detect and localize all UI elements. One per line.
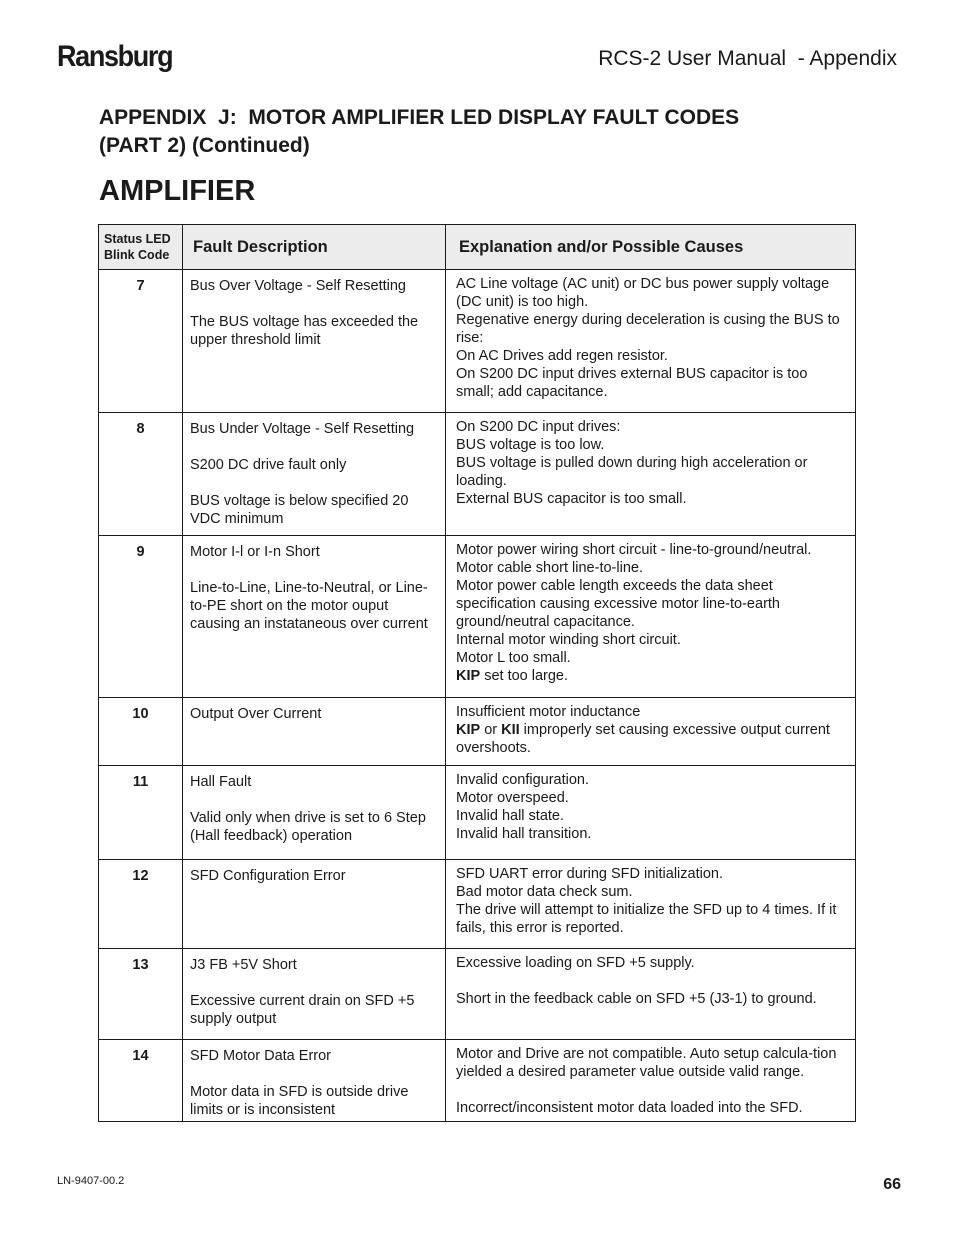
header-blink-code bbox=[99, 225, 183, 270]
fault-description bbox=[183, 766, 446, 860]
fault-description bbox=[183, 698, 446, 766]
blink-code: 10 bbox=[99, 698, 183, 766]
fault-explanation bbox=[446, 766, 856, 860]
explanation-line: Short in the feedback cable on SFD +5 (J3-1) to ground. bbox=[456, 991, 817, 1007]
ransburg-logo: Ransburg bbox=[57, 40, 173, 73]
explanation-line: SFD UART error during SFD initialization. bbox=[456, 866, 723, 882]
appendix-title-line-2: (PART 2) (Continued) bbox=[99, 134, 310, 157]
header-blink-code-line-2: Blink Code bbox=[104, 248, 170, 262]
explanation-line: Invalid hall state. bbox=[456, 808, 565, 824]
fault-description bbox=[183, 949, 446, 1040]
table-row bbox=[99, 536, 856, 698]
table-row bbox=[99, 698, 856, 766]
description-line: S200 DC drive fault only bbox=[190, 457, 347, 473]
explanation-line: Motor power wiring short circuit - line-to-ground/neutral. bbox=[456, 542, 812, 558]
explanation-line: BUS voltage is pulled down during high acceleration or loading. bbox=[456, 455, 808, 489]
explanation-line: The drive will attempt to initialize the SFD up to 4 times. If it fails, this error is reported. bbox=[456, 902, 837, 936]
explanation-line: External BUS capacitor is too small. bbox=[456, 491, 687, 507]
header-blink-code-line-1: Status LED bbox=[104, 232, 171, 246]
description-line: J3 FB +5V Short bbox=[190, 957, 297, 973]
table-row bbox=[99, 766, 856, 860]
fault-codes-table bbox=[98, 224, 856, 1122]
explanation-line bbox=[456, 721, 847, 757]
kip-label: KIP bbox=[456, 722, 481, 738]
table-row bbox=[99, 860, 856, 949]
table-header-row bbox=[99, 225, 856, 270]
explanation-line: Motor and Drive are not compatible. Auto setup calcula-tion yielded a desired parameter value outside valid range. bbox=[456, 1046, 837, 1080]
explanation-line: Invalid hall transition. bbox=[456, 826, 592, 842]
description-line: Motor I-l or I-n Short bbox=[190, 544, 320, 560]
table-row bbox=[99, 413, 856, 536]
description-line: SFD Configuration Error bbox=[190, 868, 346, 884]
document-number: LN-9407-00.2 bbox=[57, 1175, 125, 1187]
explanation-line: BUS voltage is too low. bbox=[456, 437, 605, 453]
description-line: Line-to-Line, Line-to-Neutral, or Line-to-PE short on the motor ouput causing an instataneous over current bbox=[190, 580, 428, 632]
fault-description bbox=[183, 413, 446, 536]
description-line: SFD Motor Data Error bbox=[190, 1048, 331, 1064]
description-line: Output Over Current bbox=[190, 706, 322, 722]
appendix-title-line-1: APPENDIX J: MOTOR AMPLIFIER LED DISPLAY FAULT CODES bbox=[99, 106, 740, 129]
fault-explanation bbox=[446, 1040, 856, 1122]
explanation-line: AC Line voltage (AC unit) or DC bus power supply voltage (DC unit) is too high. bbox=[456, 276, 830, 310]
description-line: Valid only when drive is set to 6 Step (Hall feedback) operation bbox=[190, 810, 426, 844]
description-line: Bus Under Voltage - Self Resetting bbox=[190, 421, 415, 437]
kii-label: KII bbox=[501, 722, 520, 738]
blink-code: 8 bbox=[99, 413, 183, 536]
description-line: Hall Fault bbox=[190, 774, 252, 790]
section-title: AMPLIFIER bbox=[99, 175, 256, 207]
description-line: Motor data in SFD is outside drive limits or is inconsistent bbox=[190, 1084, 409, 1118]
blink-code: 13 bbox=[99, 949, 183, 1040]
description-line: The BUS voltage has exceeded the upper threshold limit bbox=[190, 314, 419, 348]
fault-explanation bbox=[446, 949, 856, 1040]
explanation-line: Insufficient motor inductance bbox=[456, 704, 641, 720]
blink-code: 12 bbox=[99, 860, 183, 949]
description-line: Excessive current drain on SFD +5 supply output bbox=[190, 993, 415, 1027]
kip-label: KIP bbox=[456, 668, 481, 684]
explanation-line: Internal motor winding short circuit. bbox=[456, 632, 681, 648]
explanation-line: Bad motor data check sum. bbox=[456, 884, 633, 900]
fault-explanation bbox=[446, 270, 856, 413]
header-explanation: Explanation and/or Possible Causes bbox=[446, 225, 856, 270]
header-fault-description: Fault Description bbox=[183, 225, 446, 270]
kii-text: improperly set causing excessive output current overshoots. bbox=[456, 722, 830, 756]
explanation-line: On S200 DC input drives: bbox=[456, 419, 621, 435]
manual-title: RCS-2 User Manual - Appendix bbox=[598, 47, 897, 70]
explanation-line bbox=[456, 667, 847, 685]
kip-text: set too large. bbox=[480, 668, 569, 684]
fault-explanation bbox=[446, 860, 856, 949]
description-line: BUS voltage is below specified 20 VDC minimum bbox=[190, 493, 409, 527]
blink-code: 7 bbox=[99, 270, 183, 413]
blink-code: 9 bbox=[99, 536, 183, 698]
fault-description bbox=[183, 270, 446, 413]
page-number: 66 bbox=[883, 1176, 901, 1193]
explanation-line: Regenative energy during deceleration is cusing the BUS to rise: bbox=[456, 312, 840, 346]
fault-description bbox=[183, 536, 446, 698]
fault-explanation bbox=[446, 413, 856, 536]
explanation-line: Incorrect/inconsistent motor data loaded into the SFD. bbox=[456, 1100, 803, 1116]
explanation-line: Invalid configuration. bbox=[456, 772, 589, 788]
fault-explanation bbox=[446, 698, 856, 766]
explanation-line: Motor cable short line-to-line. bbox=[456, 560, 643, 576]
fault-description bbox=[183, 1040, 446, 1122]
or-text: or bbox=[480, 722, 502, 738]
fault-explanation bbox=[446, 536, 856, 698]
explanation-line: On S200 DC input drives external BUS capacitor is too small; add capacitance. bbox=[456, 366, 808, 400]
table-row bbox=[99, 1040, 856, 1122]
explanation-line: On AC Drives add regen resistor. bbox=[456, 348, 668, 364]
blink-code: 14 bbox=[99, 1040, 183, 1122]
fault-description bbox=[183, 860, 446, 949]
description-line: Bus Over Voltage - Self Resetting bbox=[190, 278, 406, 294]
explanation-line: Motor overspeed. bbox=[456, 790, 569, 806]
explanation-line: Excessive loading on SFD +5 supply. bbox=[456, 955, 695, 971]
explanation-line: Motor power cable length exceeds the data sheet specification causing excessive motor line-to-earth ground/neutral capacitance. bbox=[456, 578, 780, 630]
table-row bbox=[99, 270, 856, 413]
appendix-title bbox=[99, 104, 859, 160]
blink-code: 11 bbox=[99, 766, 183, 860]
explanation-line: Motor L too small. bbox=[456, 650, 571, 666]
table-row bbox=[99, 949, 856, 1040]
